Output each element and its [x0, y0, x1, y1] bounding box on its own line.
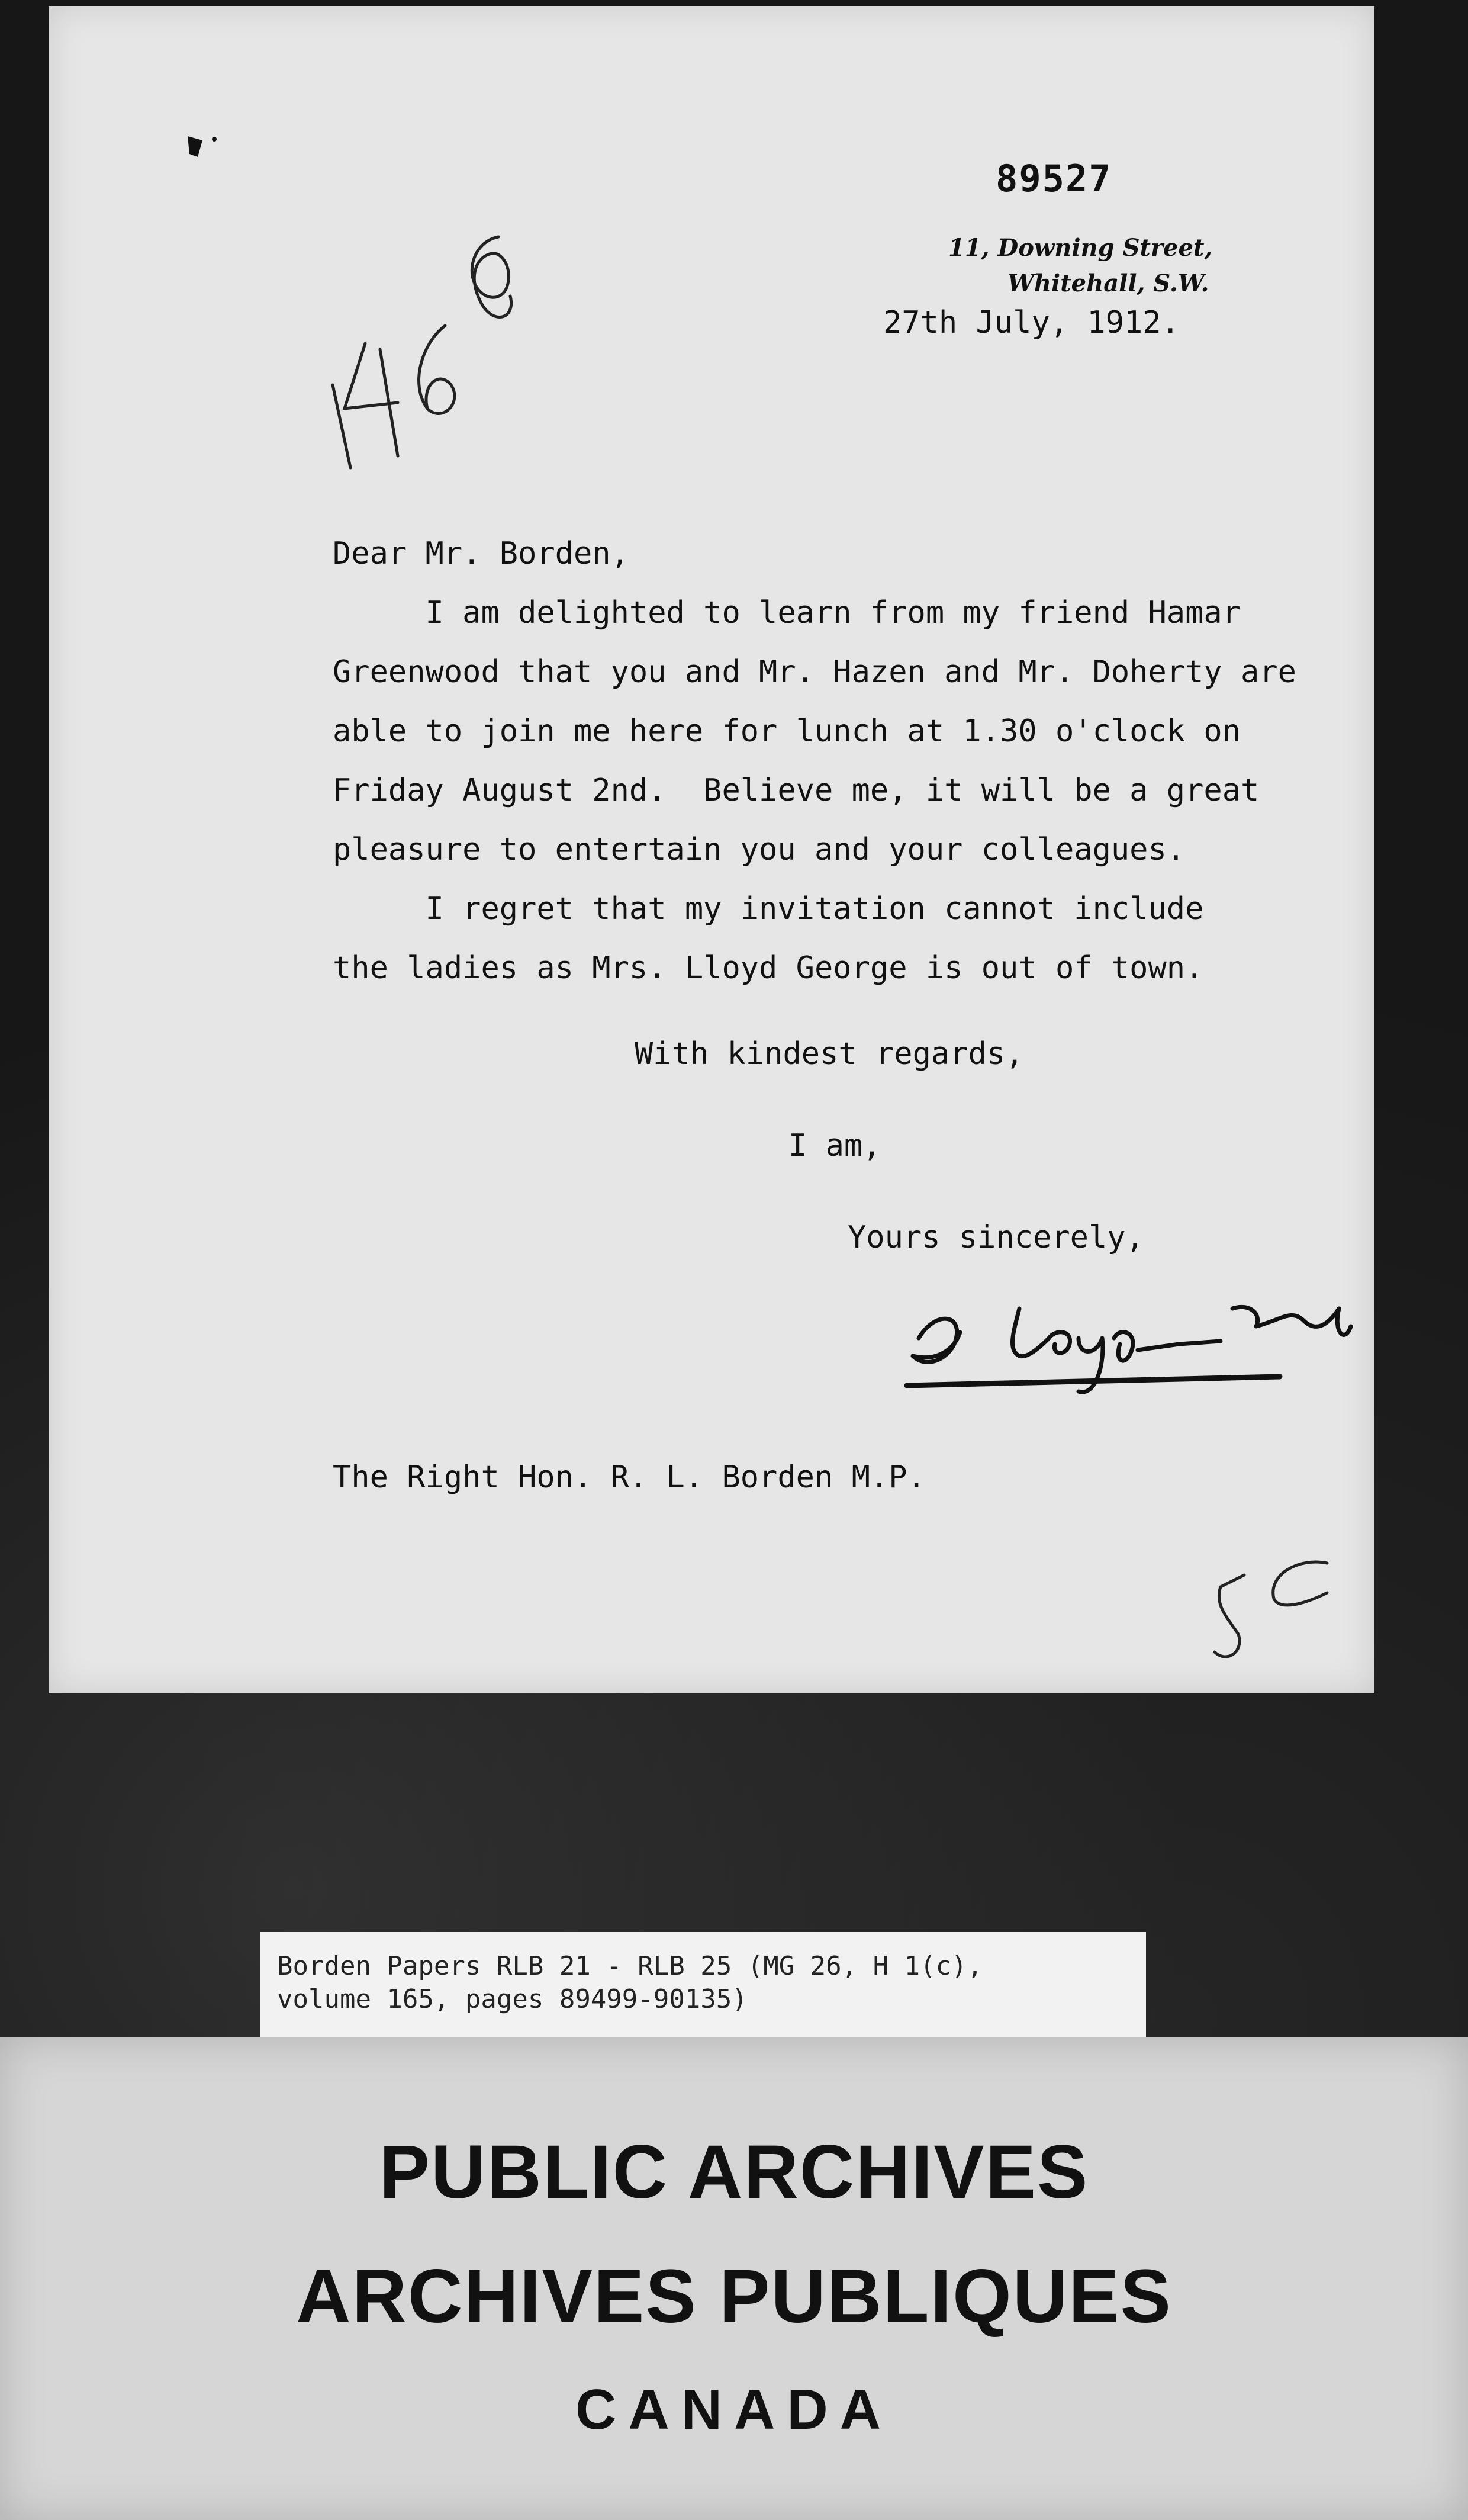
- paragraph1-line5: pleasure to entertain you and your colleagues.: [333, 832, 1186, 867]
- paragraph2-line1: I regret that my invitation cannot include: [333, 891, 1204, 927]
- paragraph2-line2: the ladies as Mrs. Lloyd George is out of town.: [333, 950, 1204, 986]
- letter-page: [49, 6, 1374, 1693]
- handwritten-number: [309, 231, 534, 480]
- reference-label: [260, 1932, 1146, 2042]
- paragraph1-line2: Greenwood that you and Mr. Hazen and Mr. Doherty are: [333, 654, 1296, 690]
- letter-date: 27th July, 1912.: [883, 305, 1180, 340]
- closing-i-am: I am,: [788, 1128, 881, 1163]
- paragraph1-line1: I am delighted to learn from my friend Hamar: [333, 595, 1241, 631]
- document-number: 89527: [996, 157, 1112, 200]
- ink-mark: [185, 133, 220, 163]
- salutation: Dear Mr. Borden,: [333, 536, 629, 571]
- addressee: The Right Hon. R. L. Borden M.P.: [333, 1460, 926, 1495]
- paragraph1-line3: able to join me here for lunch at 1.30 o'clock on: [333, 713, 1241, 749]
- paragraph1-line4: Friday August 2nd. Believe me, it will be a great: [333, 773, 1260, 808]
- reference-label-line1: Borden Papers RLB 21 - RLB 25 (MG 26, H 1(c),: [277, 1951, 983, 1981]
- archives-title-english: PUBLIC ARCHIVES: [379, 2130, 1089, 2214]
- archives-card: [0, 2037, 1468, 2520]
- closing-yours-sincerely: Yours sincerely,: [848, 1220, 1144, 1255]
- handwritten-corner-mark: [1209, 1551, 1351, 1670]
- letterhead-address-line2: Whitehall, S.W.: [1007, 269, 1209, 297]
- closing-regards: With kindest regards,: [635, 1036, 1024, 1072]
- archives-country: CANADA: [575, 2378, 893, 2441]
- signature: [901, 1273, 1363, 1409]
- reference-label-line2: volume 165, pages 89499-90135): [277, 1984, 748, 2014]
- letterhead-address-line1: 11, Downing Street,: [948, 234, 1213, 262]
- archives-title-french: ARCHIVES PUBLIQUES: [296, 2254, 1172, 2339]
